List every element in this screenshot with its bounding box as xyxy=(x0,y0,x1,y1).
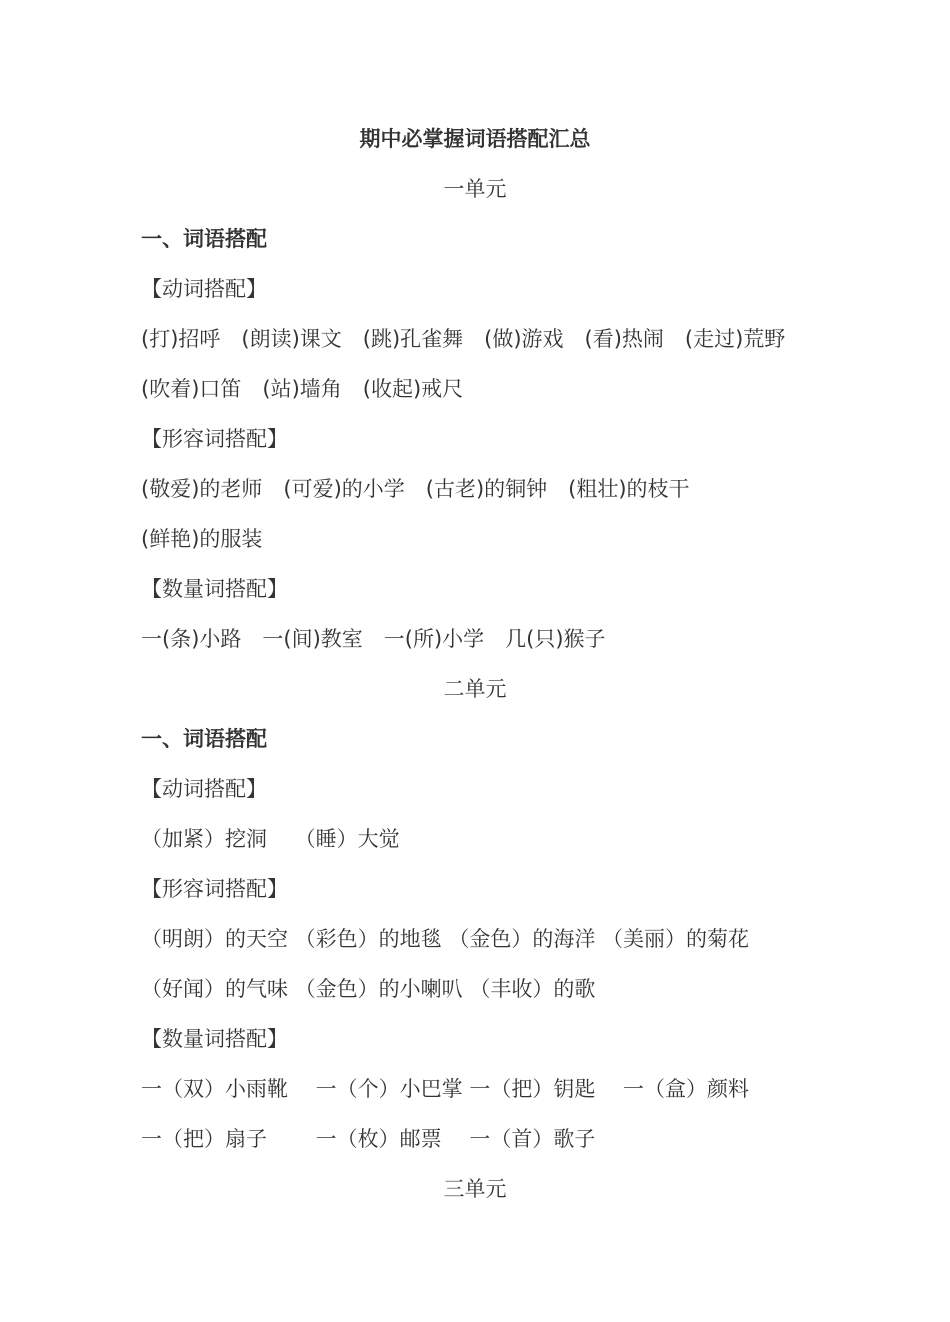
adjective-collocation-line: (敬爱)的老师 (可爱)的小学 (古老)的铜钟 (粗壮)的枝干 xyxy=(141,477,690,501)
adjective-collocation-line: （好闻）的气味 （金色）的小喇叭 （丰收）的歌 xyxy=(141,977,596,1001)
quantifier-collocation-line: 一(条)小路 一(间)教室 一(所)小学 几(只)猴子 xyxy=(141,627,606,651)
quantifier-collocation-label: 【数量词搭配】 xyxy=(141,1027,288,1051)
document-title: 期中必掌握词语搭配汇总 xyxy=(359,127,591,151)
quantifier-collocation-label: 【数量词搭配】 xyxy=(141,577,288,601)
verb-collocation-label: 【动词搭配】 xyxy=(141,277,267,301)
adjective-collocation-line: (鲜艳)的服装 xyxy=(141,527,263,551)
quantifier-collocation-line: 一（双）小雨靴 一（个）小巴掌 一（把）钥匙 一（盒）颜料 xyxy=(141,1077,750,1101)
verb-collocation-line: (打)招呼 (朗读)课文 (跳)孔雀舞 (做)游戏 (看)热闹 (走过)荒野 xyxy=(141,327,786,351)
adjective-collocation-label: 【形容词搭配】 xyxy=(141,427,288,451)
verb-collocation-line: (吹着)口笛 (站)墙角 (收起)戒尺 xyxy=(141,377,464,401)
section-heading: 一、词语搭配 xyxy=(141,727,267,751)
unit-heading: 一单元 xyxy=(443,177,507,201)
section-heading: 一、词语搭配 xyxy=(141,227,267,251)
adjective-collocation-line: （明朗）的天空 （彩色）的地毯 （金色）的海洋 （美丽）的菊花 xyxy=(141,927,750,951)
unit-heading: 二单元 xyxy=(443,677,507,701)
unit-heading: 三单元 xyxy=(443,1177,507,1201)
verb-collocation-line: （加紧）挖洞 （睡）大觉 xyxy=(141,827,400,851)
adjective-collocation-label: 【形容词搭配】 xyxy=(141,877,288,901)
quantifier-collocation-line: 一（把）扇子 一（枚）邮票 一（首）歌子 xyxy=(141,1127,596,1151)
verb-collocation-label: 【动词搭配】 xyxy=(141,777,267,801)
